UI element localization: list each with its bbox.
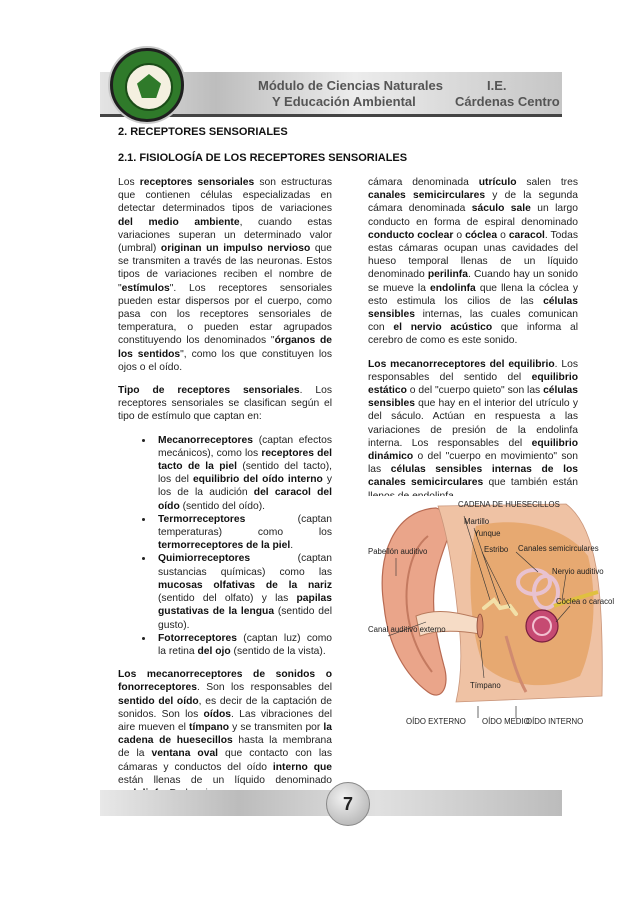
ear-anatomy-diagram	[366, 496, 615, 732]
inner-ear-paragraph: cámara denominada utrículo salen tres canales semicirculares y de la segunda cámara denominada sáculo sale un largo conducto en forma de espiral denominado conducto coclear o cóclea o caracol. Todas estas cámaras ocupan unas cavidades del hueso temporal llenas de un líquido denominado perilinfa. Cuando hay un sonido se mueve la endolinfa que llena la cóclea y esto estimula los cilios de las células sensibles internas, las cuales comunican con el nervio acústico que informa al cerebro de como es este sonido.	[368, 177, 579, 347]
list-item: • Mecanorreceptores (captan efectos mecánicos), como los receptores del tacto de la piel (sentido del tacto), los del equilibrio del oído interno y los de la audición del caracol del oído (sentido del oído).	[154, 434, 332, 513]
figure-title: CADENA DE HUESECILLOS	[458, 500, 560, 509]
list-item: • Termorreceptores (captan temperaturas) como los termorreceptores de la piel.	[154, 513, 332, 553]
label-coclea: Cóclea o caracol	[556, 597, 615, 606]
section-subheading: 2.1. FISIOLOGÍA DE LOS RECEPTORES SENSORIALES	[118, 152, 408, 164]
equilibrium-paragraph: Los mecanorreceptores del equilibrio. Los responsables del sentido del equilibrio estático o del "cuerpo quieto" son las células sensibles que hay en el interior del utrículo y del sáculo. Actúan en respuesta a las variaciones de presión de la endolinfa interna. Los responsables del equilibrio dinámico o del "cuerpo en movimiento" son las células sensibles internas de los canales semicirculares que también están	[368, 358, 579, 489]
label-oido-externo: OÍDO EXTERNO	[406, 717, 466, 726]
label-timpano: Tímpano	[470, 681, 501, 690]
label-canales: Canales semicirculares	[518, 544, 599, 553]
label-oido-interno: OÍDO INTERNO	[526, 717, 584, 726]
school-name-line2: Cárdenas Centro	[455, 94, 560, 109]
logo-emblem	[125, 63, 173, 111]
left-column	[118, 176, 332, 810]
label-yunque: Yunque	[474, 529, 501, 538]
module-title-line1: Módulo de Ciencias Naturales	[258, 78, 443, 93]
right-column	[368, 176, 578, 513]
label-pabellon: Pabellón auditivo	[368, 547, 428, 556]
phonoreceptors-paragraph: Los mecanorreceptores de sonidos o fonorreceptores. Son los responsables del sentido del oído, es decir de la captación de sonidos. Son los oídos. Las vibraciones del aire mueven el tímpano y se transmiten por la cadena de huesecillos hasta la membrana de la ventana oval que contacto con las cámaras y conductos del oído interno que están llenas de un líquido denominado	[118, 669, 333, 786]
section-heading: 2. RECEPTORES SENSORIALES	[118, 126, 288, 138]
list-item: • Quimiorreceptores (captan sustancias químicas) como las mucosas olfativas de la nariz (sentido del olfato) y las papilas gustativas de la lengua (sentido del gusto).	[154, 552, 332, 631]
intro-paragraph: Los receptores sensoriales son estructuras que contienen células especializadas en detectar determinados tipos de variaciones del medio ambiente, cuando estas variaciones superan un determinado valor (umbral) originan un impulso nervioso que se transmiten a través de las neuronas. Estos tipos de variaciones reciben el nombre de "estímulos". Los receptores sensoriales pueden estar dispersos por el cuerpo, como pasa con los receptores sensoriales de temperatura, o pueden estar agrupados constituyendo los denominados "órganos de los sentidos", como los que constituyen los ojos o el oído.	[118, 177, 333, 373]
types-paragraph: Tipo de receptores sensoriales. Los receptores sensoriales se clasifican según el tipo de estímulo que captan en:	[118, 385, 332, 423]
school-name-line1: I.E.	[487, 78, 507, 93]
eardrum	[477, 614, 483, 638]
label-martillo: Martillo	[464, 517, 490, 526]
label-nervio: Nervio auditivo	[552, 567, 604, 576]
module-title-line2: Y Educación Ambiental	[272, 94, 416, 109]
receptor-types-list	[118, 434, 332, 658]
cochlea	[526, 610, 558, 642]
label-oido-medio: OÍDO MEDIO	[482, 717, 530, 726]
page-number: 7	[326, 782, 370, 826]
shield-icon	[137, 74, 161, 98]
list-item: • Fotorreceptores (captan luz) como la retina del ojo (sentido de la vista).	[154, 632, 332, 658]
label-estribo: Estribo	[484, 545, 509, 554]
label-canal: Canal auditivo externo	[368, 625, 446, 634]
school-logo	[110, 48, 184, 122]
